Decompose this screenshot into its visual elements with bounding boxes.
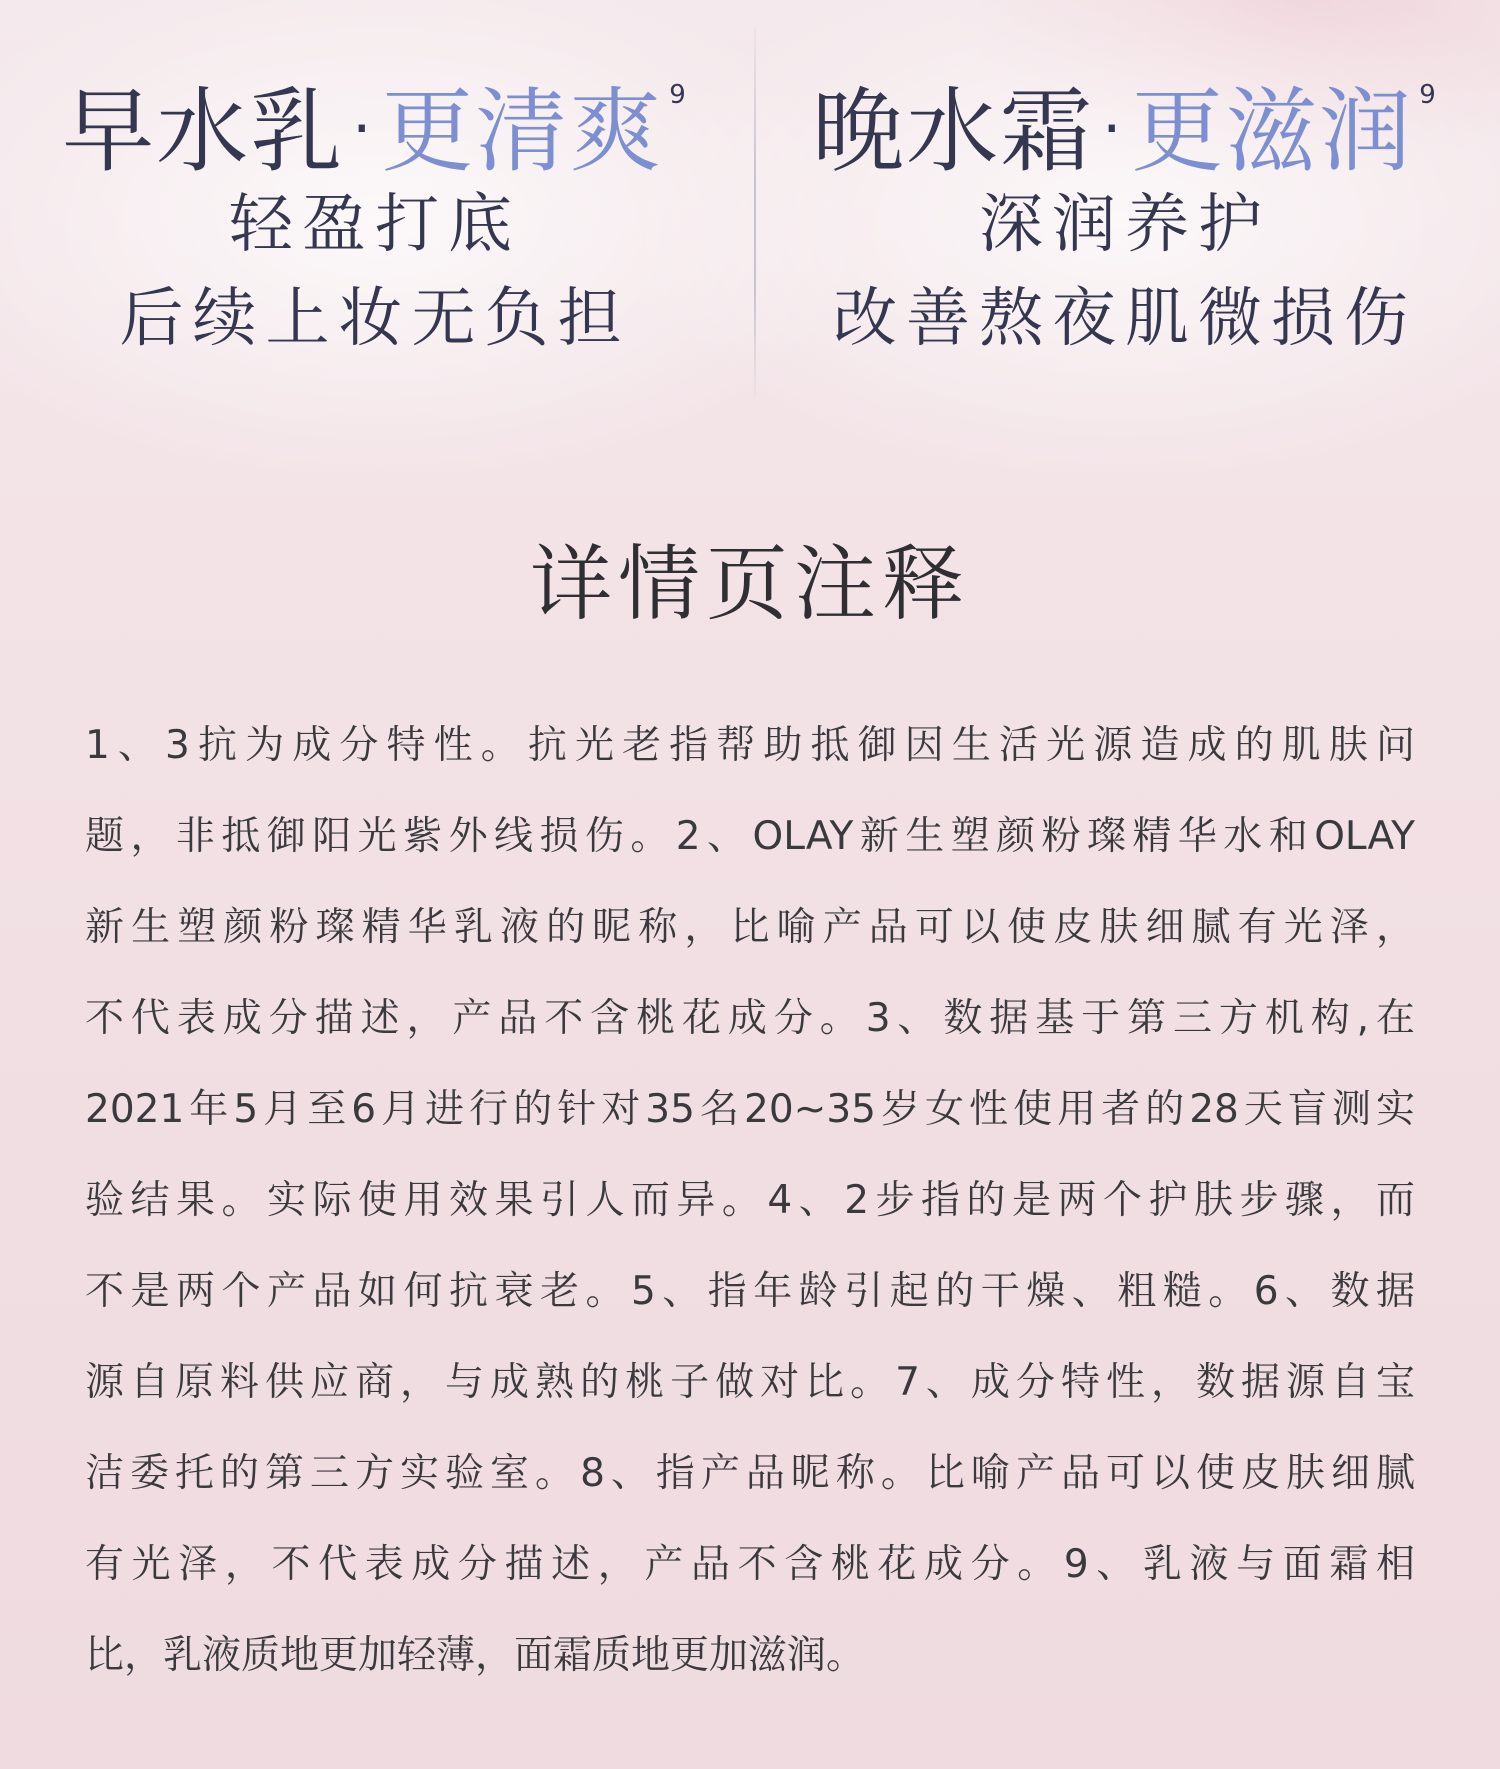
night-product-name: 晚水霜 [812,78,1095,185]
notes-heading: 详情页注释 [529,537,970,632]
notes-line: 不代表成分描述，产品不含桃花成分。3、数据基于第三方机构,在 [85,996,1415,1041]
morning-product-name: 早水乳 [62,78,345,185]
notes-line: 洁委托的第三方实验室。8、指产品昵称。比喻产品可以使皮肤细腻 [85,1451,1415,1496]
description-line: 改善熬夜肌微损伤 [833,282,1417,356]
notes-line: 2021年5月至6月进行的针对35名20~35岁女性使用者的28天盲测实 [85,1087,1415,1132]
description-line: 深润养护 [979,188,1271,262]
footnote-marker: 9 [1419,80,1438,110]
notes-line: 1、3抗为成分特性。抗光老指帮助抵御因生活光源造成的肌肤问 [85,723,1415,768]
notes-line: 不是两个产品如何抗衰老。5、指年龄引起的干燥、粗糙。6、数据 [85,1269,1415,1314]
description-line: 后续上妆无负担 [119,282,631,356]
product-comparison [0,0,1500,400]
notes-line: 源自原料供应商，与成熟的桃子做对比。7、成分特性，数据源自宝 [85,1360,1415,1405]
morning-product-title [0,40,750,187]
notes-line: 新生塑颜粉璨精华乳液的昵称，比喻产品可以使皮肤细腻有光泽， [85,905,1415,950]
notes-line: 有光泽，不代表成分描述，产品不含桃花成分。9、乳液与面霜相 [85,1542,1415,1587]
night-product-accent: 更滋润 [1131,78,1414,185]
description-line: 轻盈打底 [229,188,521,262]
night-product-description [750,178,1500,366]
notes-body [85,700,1415,1701]
morning-product-column [0,0,750,400]
morning-product-accent: 更清爽 [381,78,664,185]
night-product-column [750,0,1500,400]
notes-line: 验结果。实际使用效果引人而异。4、2步指的是两个护肤步骤，而 [85,1178,1415,1223]
title-separator: · [1102,94,1124,164]
footnote-marker: 9 [669,80,688,110]
notes-line: 题，非抵御阳光紫外线损伤。2、OLAY新生塑颜粉璨精华水和OLAY [85,814,1415,859]
title-separator: · [352,94,374,164]
night-product-title [750,40,1500,187]
morning-product-description [0,178,750,366]
notes-line: 比，乳液质地更加轻薄，面霜质地更加滋润。 [85,1633,866,1678]
